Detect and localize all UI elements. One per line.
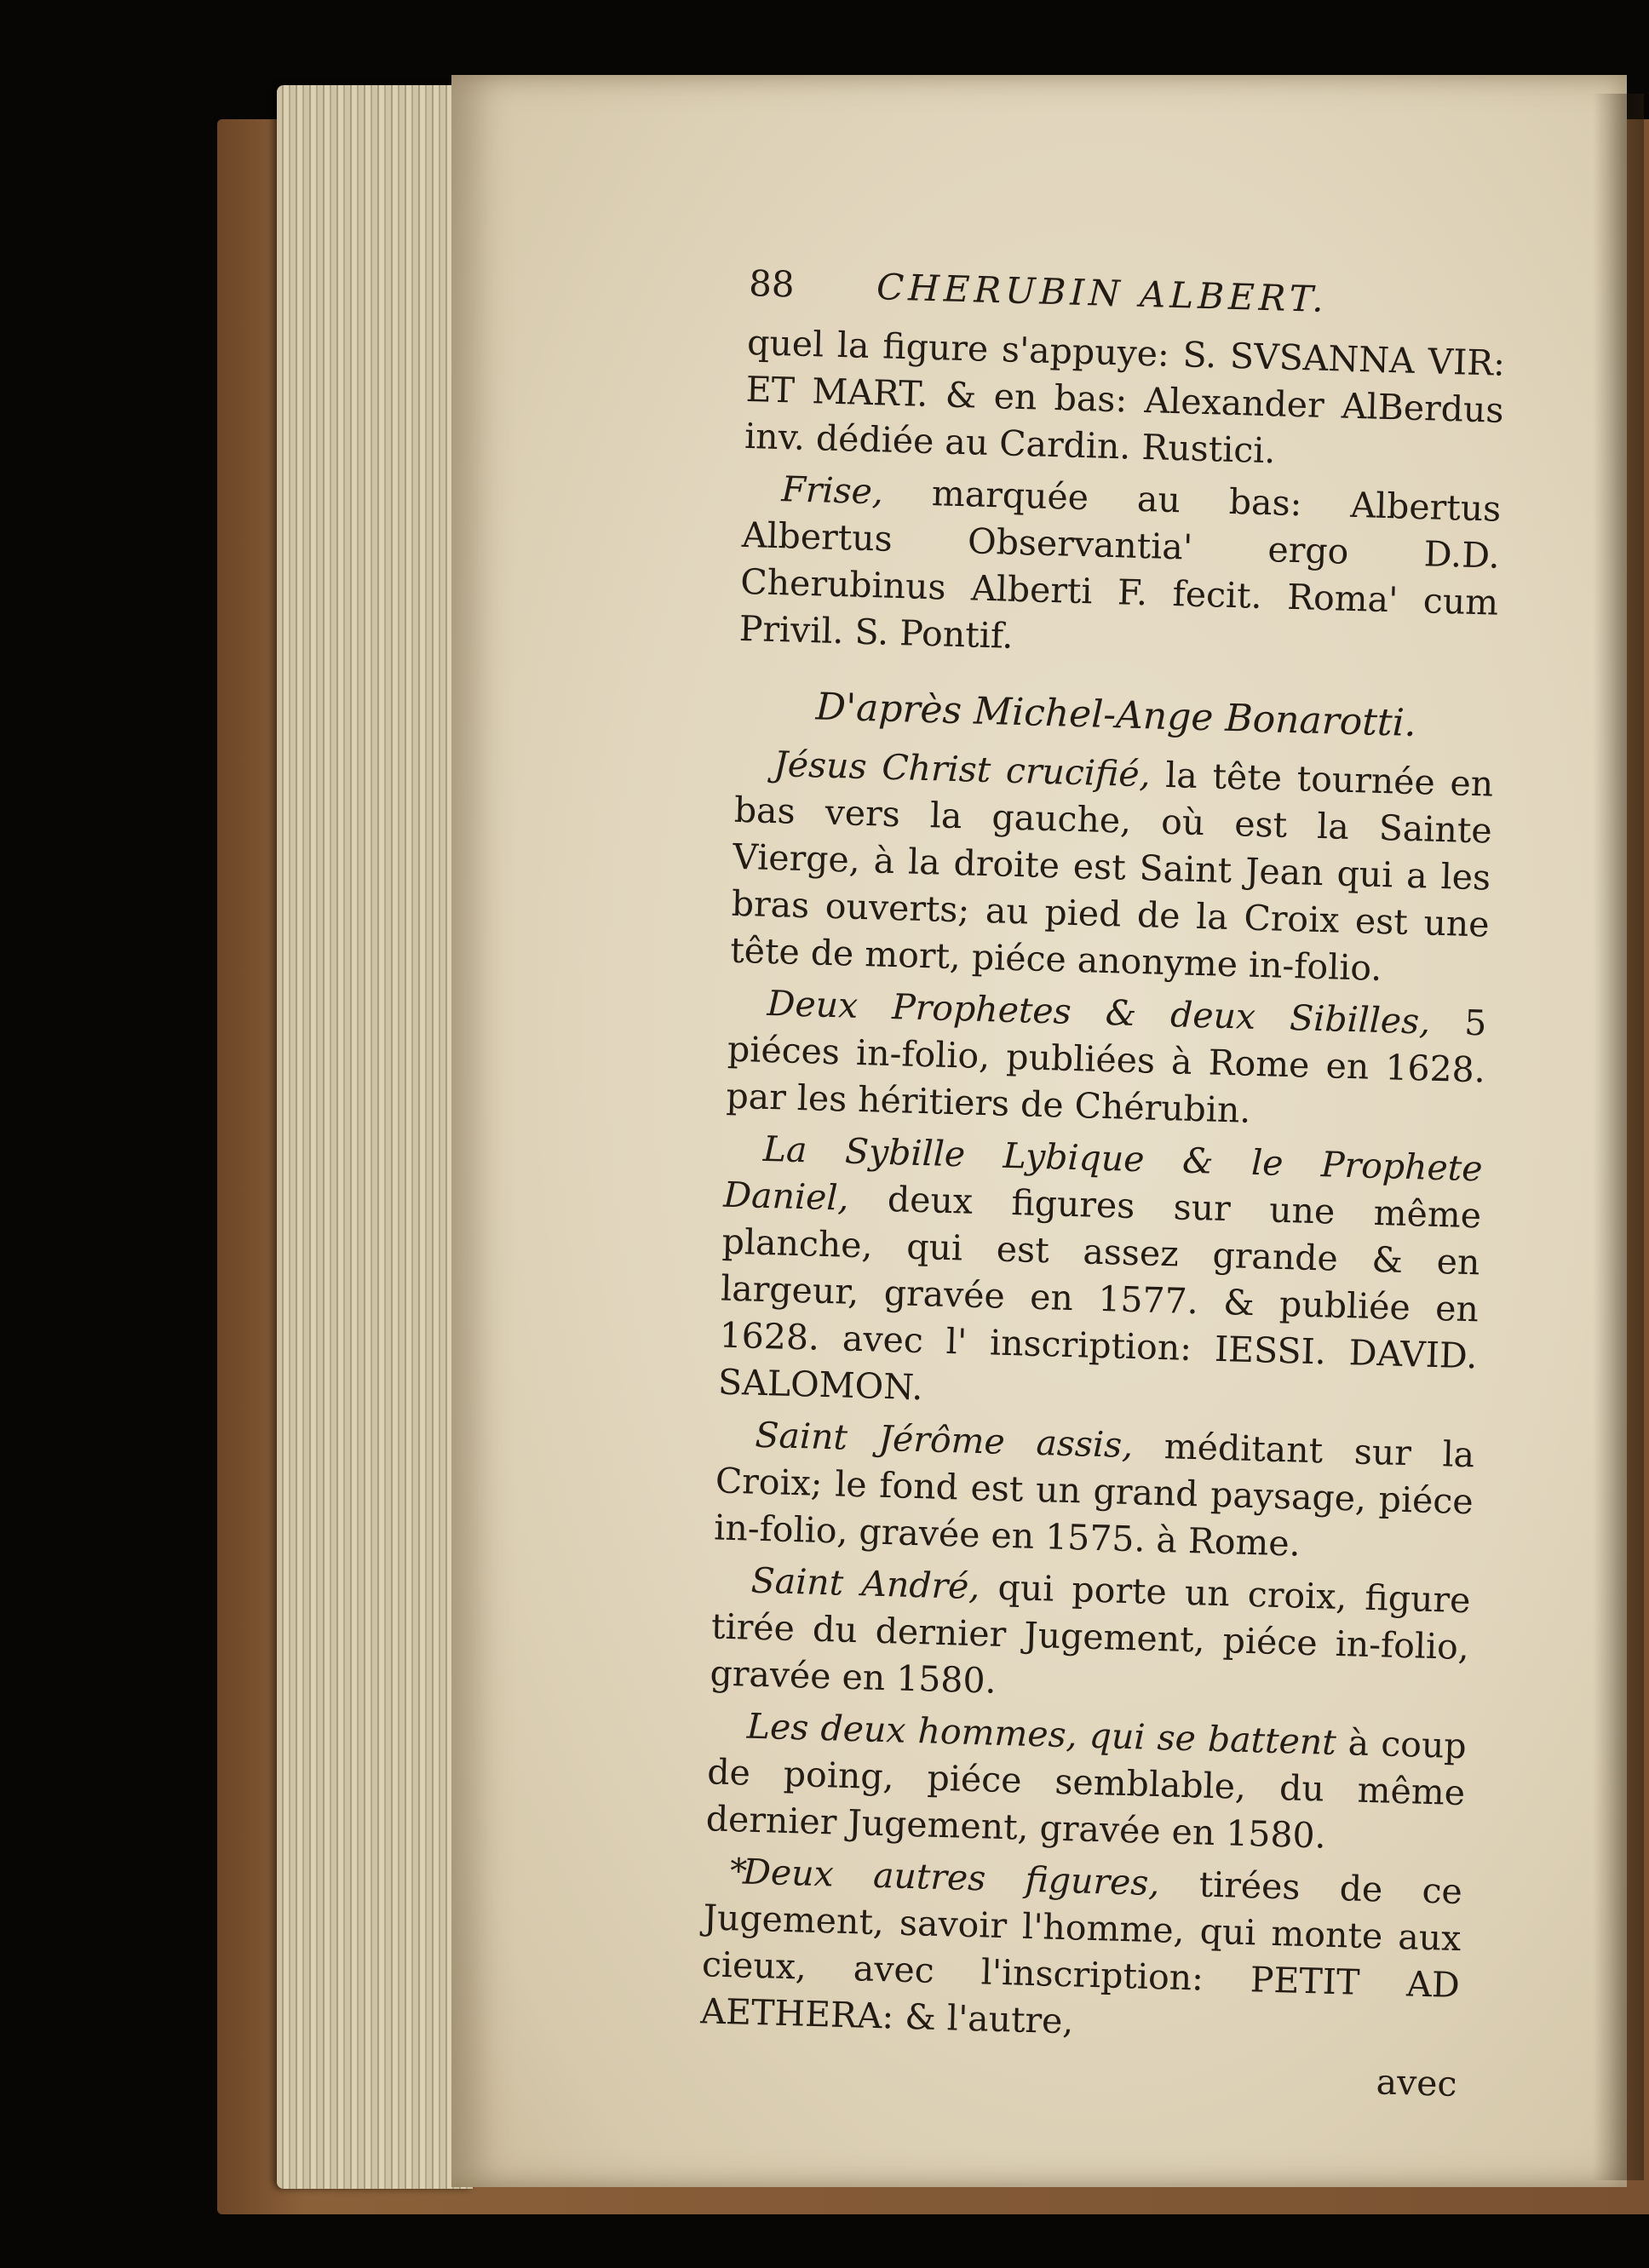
entry-body: quel la figure s'appuye: S. SVSANNA VIR: ET MART. & en bas: Alexander AlBerdus inv. dédiée au Cardin. Rustici. <box>744 321 1506 472</box>
text-block <box>698 260 1508 2108</box>
entry-body: 5 piéces in-folio, publiées à Rome en 1628. par les héritiers de Chérubin. <box>725 1002 1487 1131</box>
entry-body: à coup de poing, piéce semblable, du même dernier Jugement, gravée en 1580. <box>705 1722 1468 1857</box>
entry-title: Deux autres figures, <box>742 1851 1200 1905</box>
entry-title: Les deux hommes, qui se battent <box>746 1705 1349 1764</box>
entry-body: deux figures sur une même planche, qui est assez grande & en largeur, gravée en 1577. & publiée en 1628. avec l' inscription: IESSI. DAVID. SALOMON. <box>717 1178 1482 1409</box>
entry <box>730 740 1494 996</box>
gutter-shadow <box>1593 94 1644 2180</box>
entry-title: Saint Jérôme assis, <box>754 1414 1165 1467</box>
page-edges <box>277 85 473 2189</box>
page-number: 88 <box>748 261 796 306</box>
entry-title: Jésus Christ crucifié, <box>773 744 1167 795</box>
entry-body: la tête tournée en bas vers la gauche, où est la Sainte Vierge, à la droite est Saint Jean qui a les bras ouverts; au pied de la Croix est une tête de mort, piéce anonyme in-folio. <box>729 754 1494 990</box>
section-heading: D'après Michel-Ange Bonarotti. <box>815 685 1417 746</box>
entry <box>726 979 1487 1141</box>
entry <box>714 1410 1475 1572</box>
entry <box>710 1556 1471 1718</box>
entry-body: tirées de ce Jugement, savoir l'homme, qui monte aux cieux, avec l'inscription: PETIT AD AETHERA: & l'autre, <box>699 1863 1463 2042</box>
entry <box>700 1847 1463 2056</box>
entry <box>744 319 1505 481</box>
entry-title: La Sybille Lybique & le Prophete Daniel, <box>722 1128 1484 1220</box>
entry <box>705 1702 1467 1863</box>
entry-body: qui porte un croix, figure tirée du dernier Jugement, piéce in-folio, gravée en 1580. <box>709 1566 1472 1702</box>
catchword: avec <box>1376 2061 1458 2105</box>
entry-title: Deux Prophetes & deux Sibilles, <box>766 982 1465 1043</box>
asterisk-marker: * <box>729 1852 748 1892</box>
entry-title: Frise, <box>780 468 933 514</box>
entry <box>738 465 1502 674</box>
entry-title: Saint André, <box>750 1559 999 1608</box>
entry-body: marquée au bas: Albertus Albertus Observantia' ergo D.D. Cherubinus Alberti F. fecit. Roma' cum Privil. S. Pontif. <box>738 473 1502 657</box>
entry <box>717 1125 1483 1427</box>
entry-body: méditant sur la Croix; le fond est un grand paysage, piéce in-folio, gravée en 1575. à Rome. <box>713 1426 1475 1565</box>
running-head-title: CHERUBIN ALBERT. <box>876 266 1329 320</box>
